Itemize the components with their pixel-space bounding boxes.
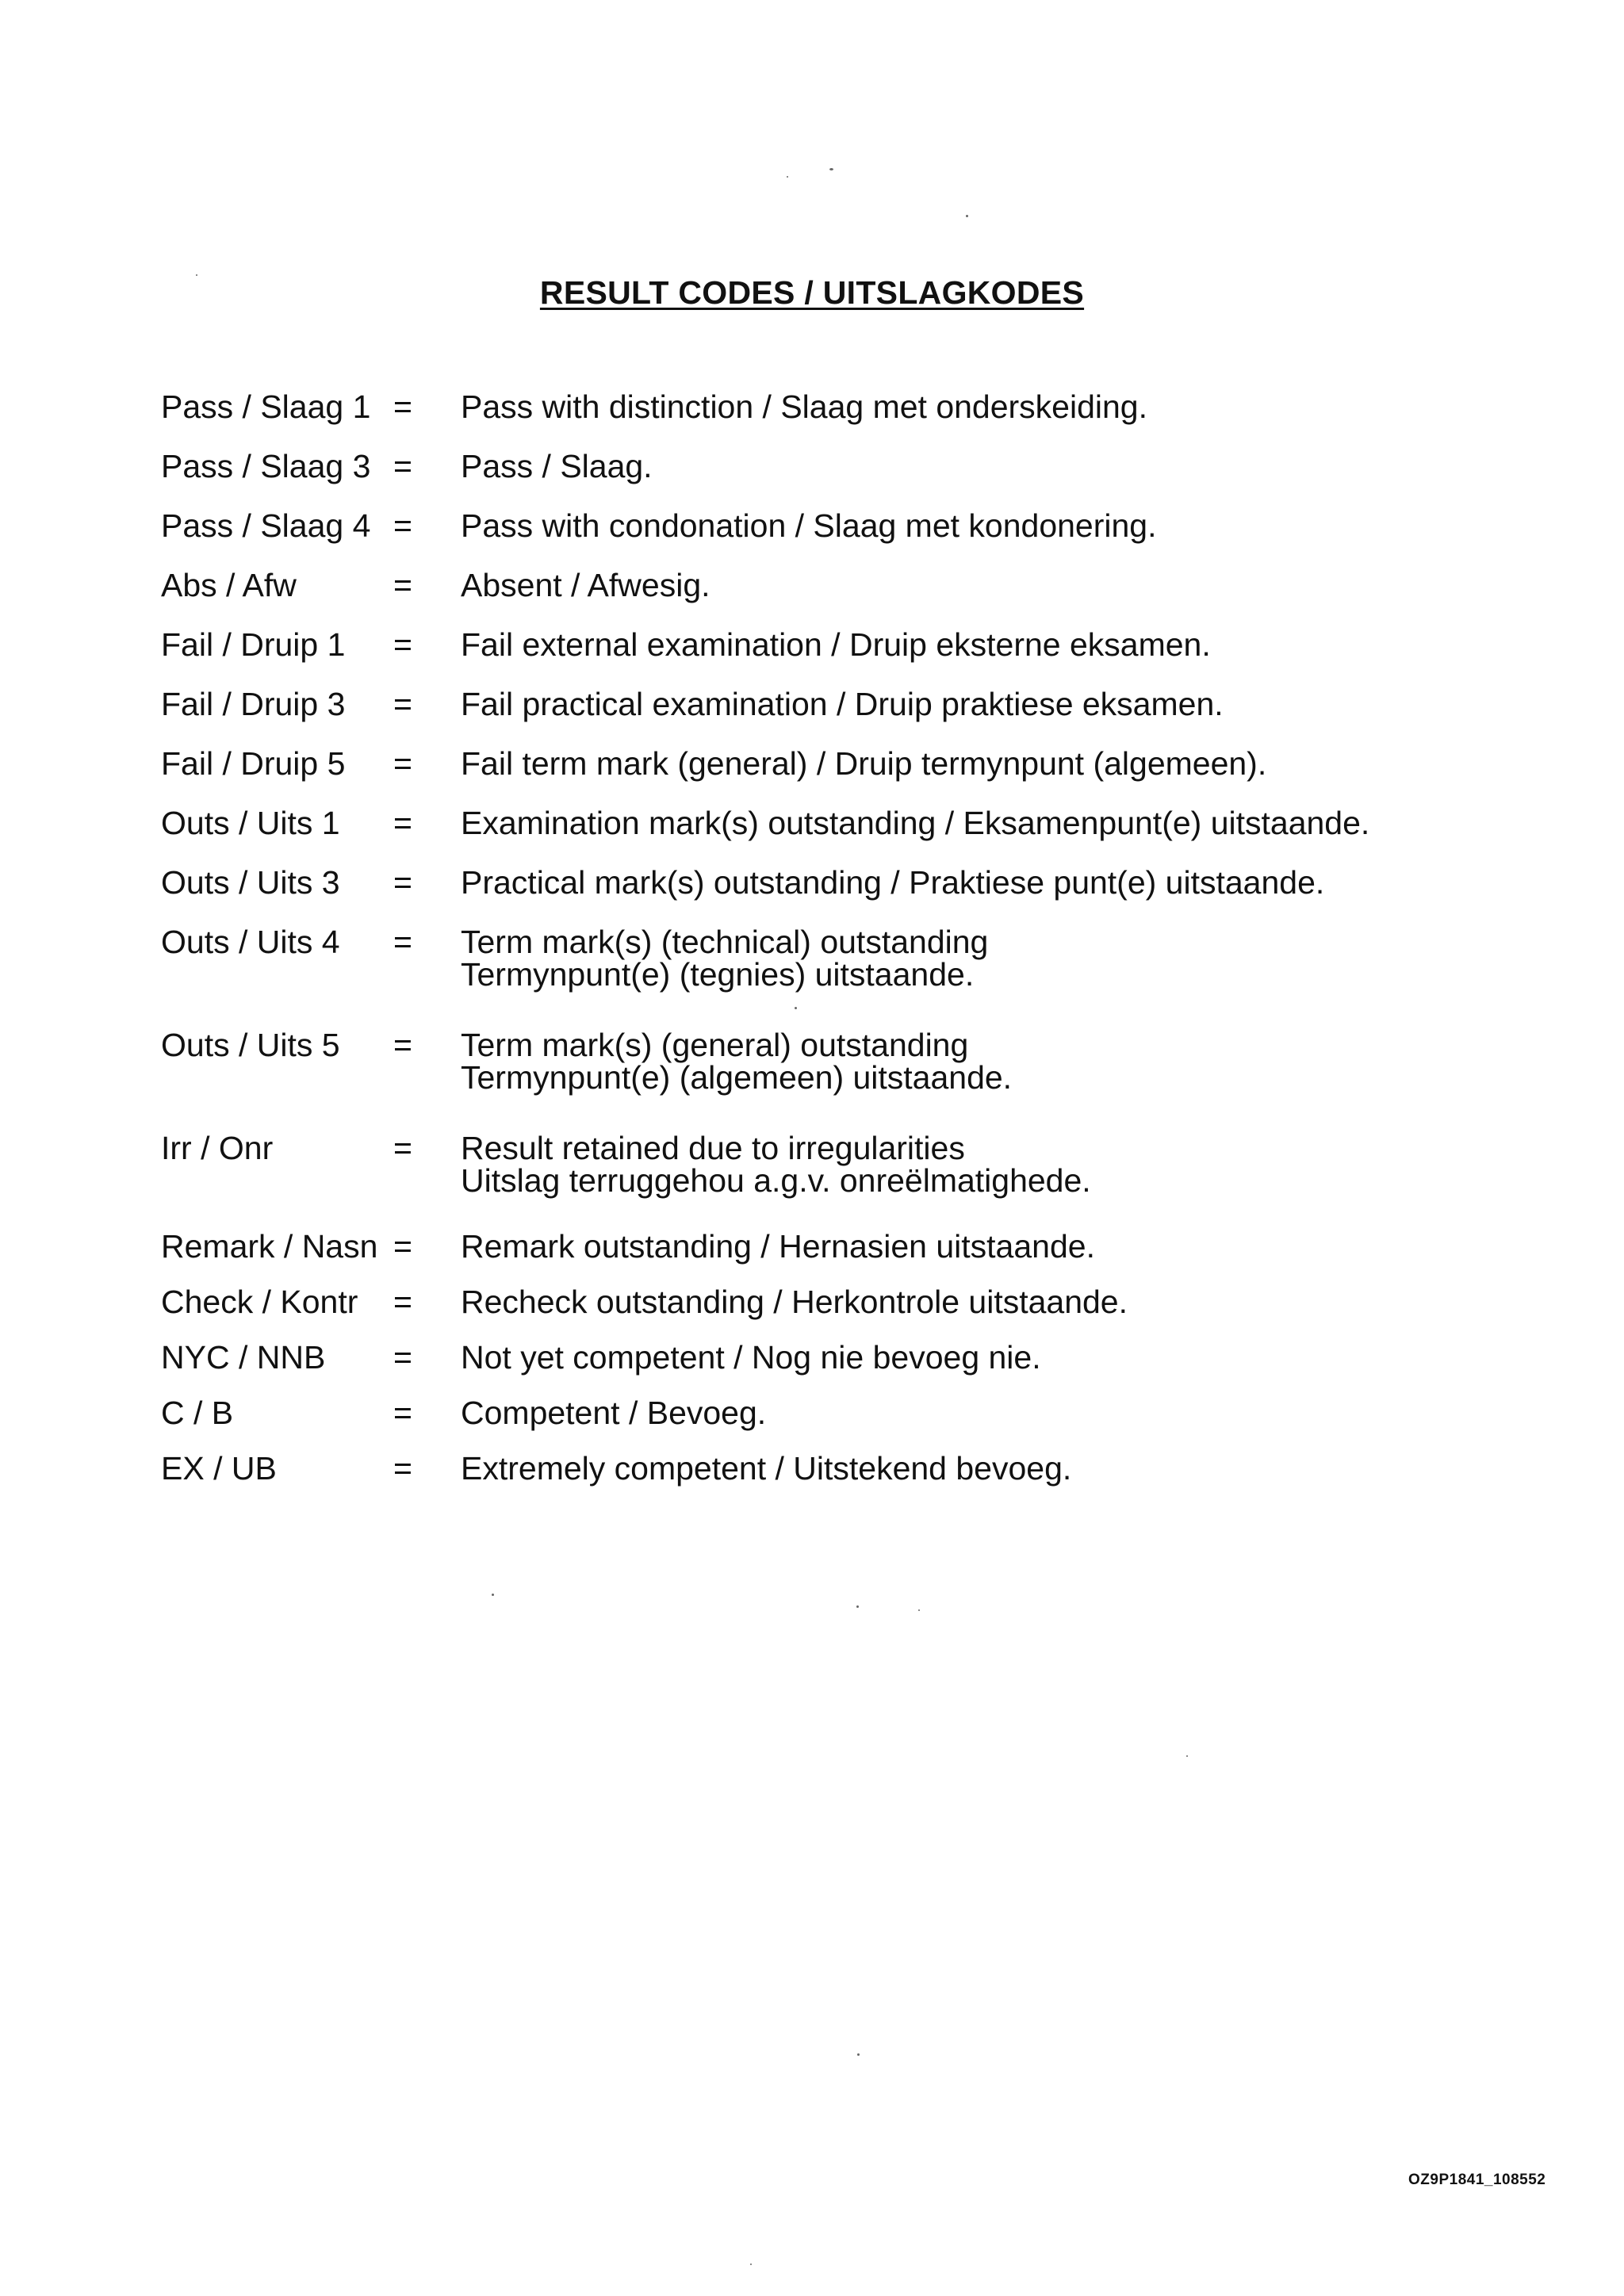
result-description <box>461 1132 1091 1197</box>
result-code: Outs / Uits 3 <box>161 864 340 901</box>
equals-sign: = <box>393 1130 412 1166</box>
result-description <box>461 1029 1012 1094</box>
scan-speck <box>857 2053 860 2056</box>
equals-sign: = <box>393 448 412 484</box>
result-description <box>461 807 1369 840</box>
result-description-line: Absent / Afwesig. <box>461 567 710 603</box>
scan-speck <box>829 168 833 170</box>
result-description <box>461 626 1211 663</box>
result-description-line: Uitslag terruggehou a.g.v. onreëlmatighede. <box>461 1162 1091 1199</box>
result-description-line: Fail term mark (general) / Druip termynpunt (algemeen). <box>461 745 1267 782</box>
result-description-line: Termynpunt(e) (tegnies) uitstaande. <box>461 956 975 993</box>
scan-speck <box>795 1007 797 1009</box>
result-code: EX / UB <box>161 1450 277 1487</box>
equals-sign: = <box>393 805 412 841</box>
result-description-line: Fail external examination / Druip eksterne eksamen. <box>461 626 1211 663</box>
result-description-line: Extremely competent / Uitstekend bevoeg. <box>461 1450 1072 1487</box>
result-code: NYC / NNB <box>161 1339 326 1376</box>
result-description <box>461 569 710 602</box>
result-description <box>461 1341 1041 1374</box>
result-description-line: Pass with condonation / Slaag met kondonering. <box>461 507 1157 544</box>
result-description-line: Term mark(s) (general) outstanding <box>461 1027 969 1063</box>
result-code: Irr / Onr <box>161 1130 274 1166</box>
document-reference-code: OZ9P1841_108552 <box>1408 2172 1546 2188</box>
result-code: Fail / Druip 5 <box>161 745 346 782</box>
scan-speck <box>1186 1755 1188 1757</box>
result-description-line: Practical mark(s) outstanding / Praktiese punt(e) uitstaande. <box>461 864 1325 901</box>
page-title: RESULT CODES / UITSLAGKODES <box>539 274 1085 311</box>
result-code: Pass / Slaag 4 <box>161 507 371 544</box>
result-description-line: Competent / Bevoeg. <box>461 1395 767 1431</box>
result-description-line: Remark outstanding / Hernasien uitstaande. <box>461 1228 1095 1265</box>
result-description <box>461 745 1267 782</box>
result-code: Check / Kontr <box>161 1284 358 1320</box>
equals-sign: = <box>393 686 412 722</box>
result-description-line: Recheck outstanding / Herkontrole uitstaande. <box>461 1284 1128 1320</box>
scan-speck <box>787 176 788 178</box>
equals-sign: = <box>393 1027 412 1063</box>
result-code: Pass / Slaag 1 <box>161 388 371 425</box>
result-description <box>461 864 1325 901</box>
equals-sign: = <box>393 1450 412 1487</box>
result-code: Fail / Druip 3 <box>161 686 346 722</box>
result-description <box>461 1397 766 1429</box>
scan-speck <box>918 1609 920 1611</box>
equals-sign: = <box>393 1395 412 1431</box>
result-description <box>461 1230 1095 1263</box>
result-code: C / B <box>161 1395 234 1431</box>
result-code: Pass / Slaag 3 <box>161 448 371 484</box>
result-description <box>461 1286 1128 1318</box>
scan-speck <box>196 274 197 276</box>
result-description-line: Pass with distinction / Slaag met onderskeiding. <box>461 388 1148 425</box>
equals-sign: = <box>393 567 412 603</box>
equals-sign: = <box>393 864 412 901</box>
equals-sign: = <box>393 507 412 544</box>
equals-sign: = <box>393 924 412 960</box>
scan-speck <box>966 215 968 217</box>
result-description-line: Term mark(s) (technical) outstanding <box>461 924 989 960</box>
result-code: Outs / Uits 5 <box>161 1027 340 1063</box>
result-description <box>461 388 1148 425</box>
result-description <box>461 688 1224 721</box>
equals-sign: = <box>393 388 412 425</box>
result-description-line: Termynpunt(e) (algemeen) uitstaande. <box>461 1059 1013 1096</box>
equals-sign: = <box>393 626 412 663</box>
result-description-line: Pass / Slaag. <box>461 448 653 484</box>
result-description <box>461 926 988 991</box>
result-code: Remark / Nasn <box>161 1228 378 1265</box>
equals-sign: = <box>393 745 412 782</box>
result-description <box>461 507 1157 544</box>
result-description <box>461 1452 1071 1485</box>
result-description-line: Examination mark(s) outstanding / Eksamenpunt(e) uitstaande. <box>461 805 1370 841</box>
scan-speck <box>750 2263 752 2265</box>
result-code: Fail / Druip 1 <box>161 626 346 663</box>
equals-sign: = <box>393 1228 412 1265</box>
scan-speck <box>856 1605 859 1608</box>
result-code: Abs / Afw <box>161 567 297 603</box>
result-code: Outs / Uits 1 <box>161 805 340 841</box>
result-description <box>461 450 653 483</box>
equals-sign: = <box>393 1284 412 1320</box>
result-description-line: Fail practical examination / Druip praktiese eksamen. <box>461 686 1224 722</box>
scan-speck <box>492 1594 494 1596</box>
equals-sign: = <box>393 1339 412 1376</box>
result-description-line: Not yet competent / Nog nie bevoeg nie. <box>461 1339 1041 1376</box>
result-code: Outs / Uits 4 <box>161 924 340 960</box>
result-description-line: Result retained due to irregularities <box>461 1130 965 1166</box>
